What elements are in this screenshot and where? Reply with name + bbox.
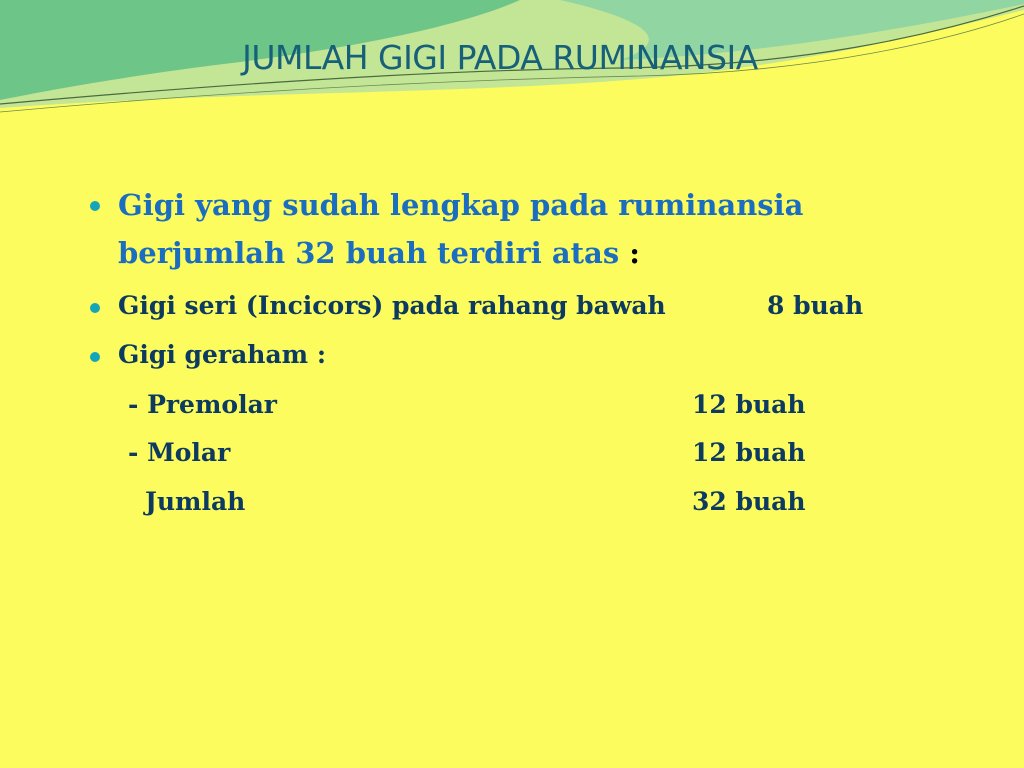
molar-value: 12 buah: [692, 438, 806, 467]
intro-line-1: Gigi yang sudah lengkap pada ruminansia: [118, 188, 804, 222]
intro-colon: :: [629, 236, 640, 270]
premolar-value: 12 buah: [692, 390, 806, 419]
premolar-label: - Premolar: [128, 390, 277, 419]
bullet-icon: [90, 352, 100, 362]
molars-heading: Gigi geraham :: [118, 340, 327, 369]
bullet-icon: [90, 303, 100, 313]
incisors-value: 8 buah: [767, 291, 864, 320]
slide-title: JUMLAH GIGI PADA RUMINANSIA: [242, 38, 758, 77]
intro-line-2-text: berjumlah 32 buah terdiri atas: [118, 236, 620, 270]
molar-label: - Molar: [128, 438, 231, 467]
bullet-icon: [90, 201, 100, 211]
incisors-label: Gigi seri (Incicors) pada rahang bawah: [118, 291, 666, 320]
total-value: 32 buah: [692, 487, 806, 516]
intro-line-2: [118, 236, 640, 270]
total-label: Jumlah: [145, 487, 246, 516]
